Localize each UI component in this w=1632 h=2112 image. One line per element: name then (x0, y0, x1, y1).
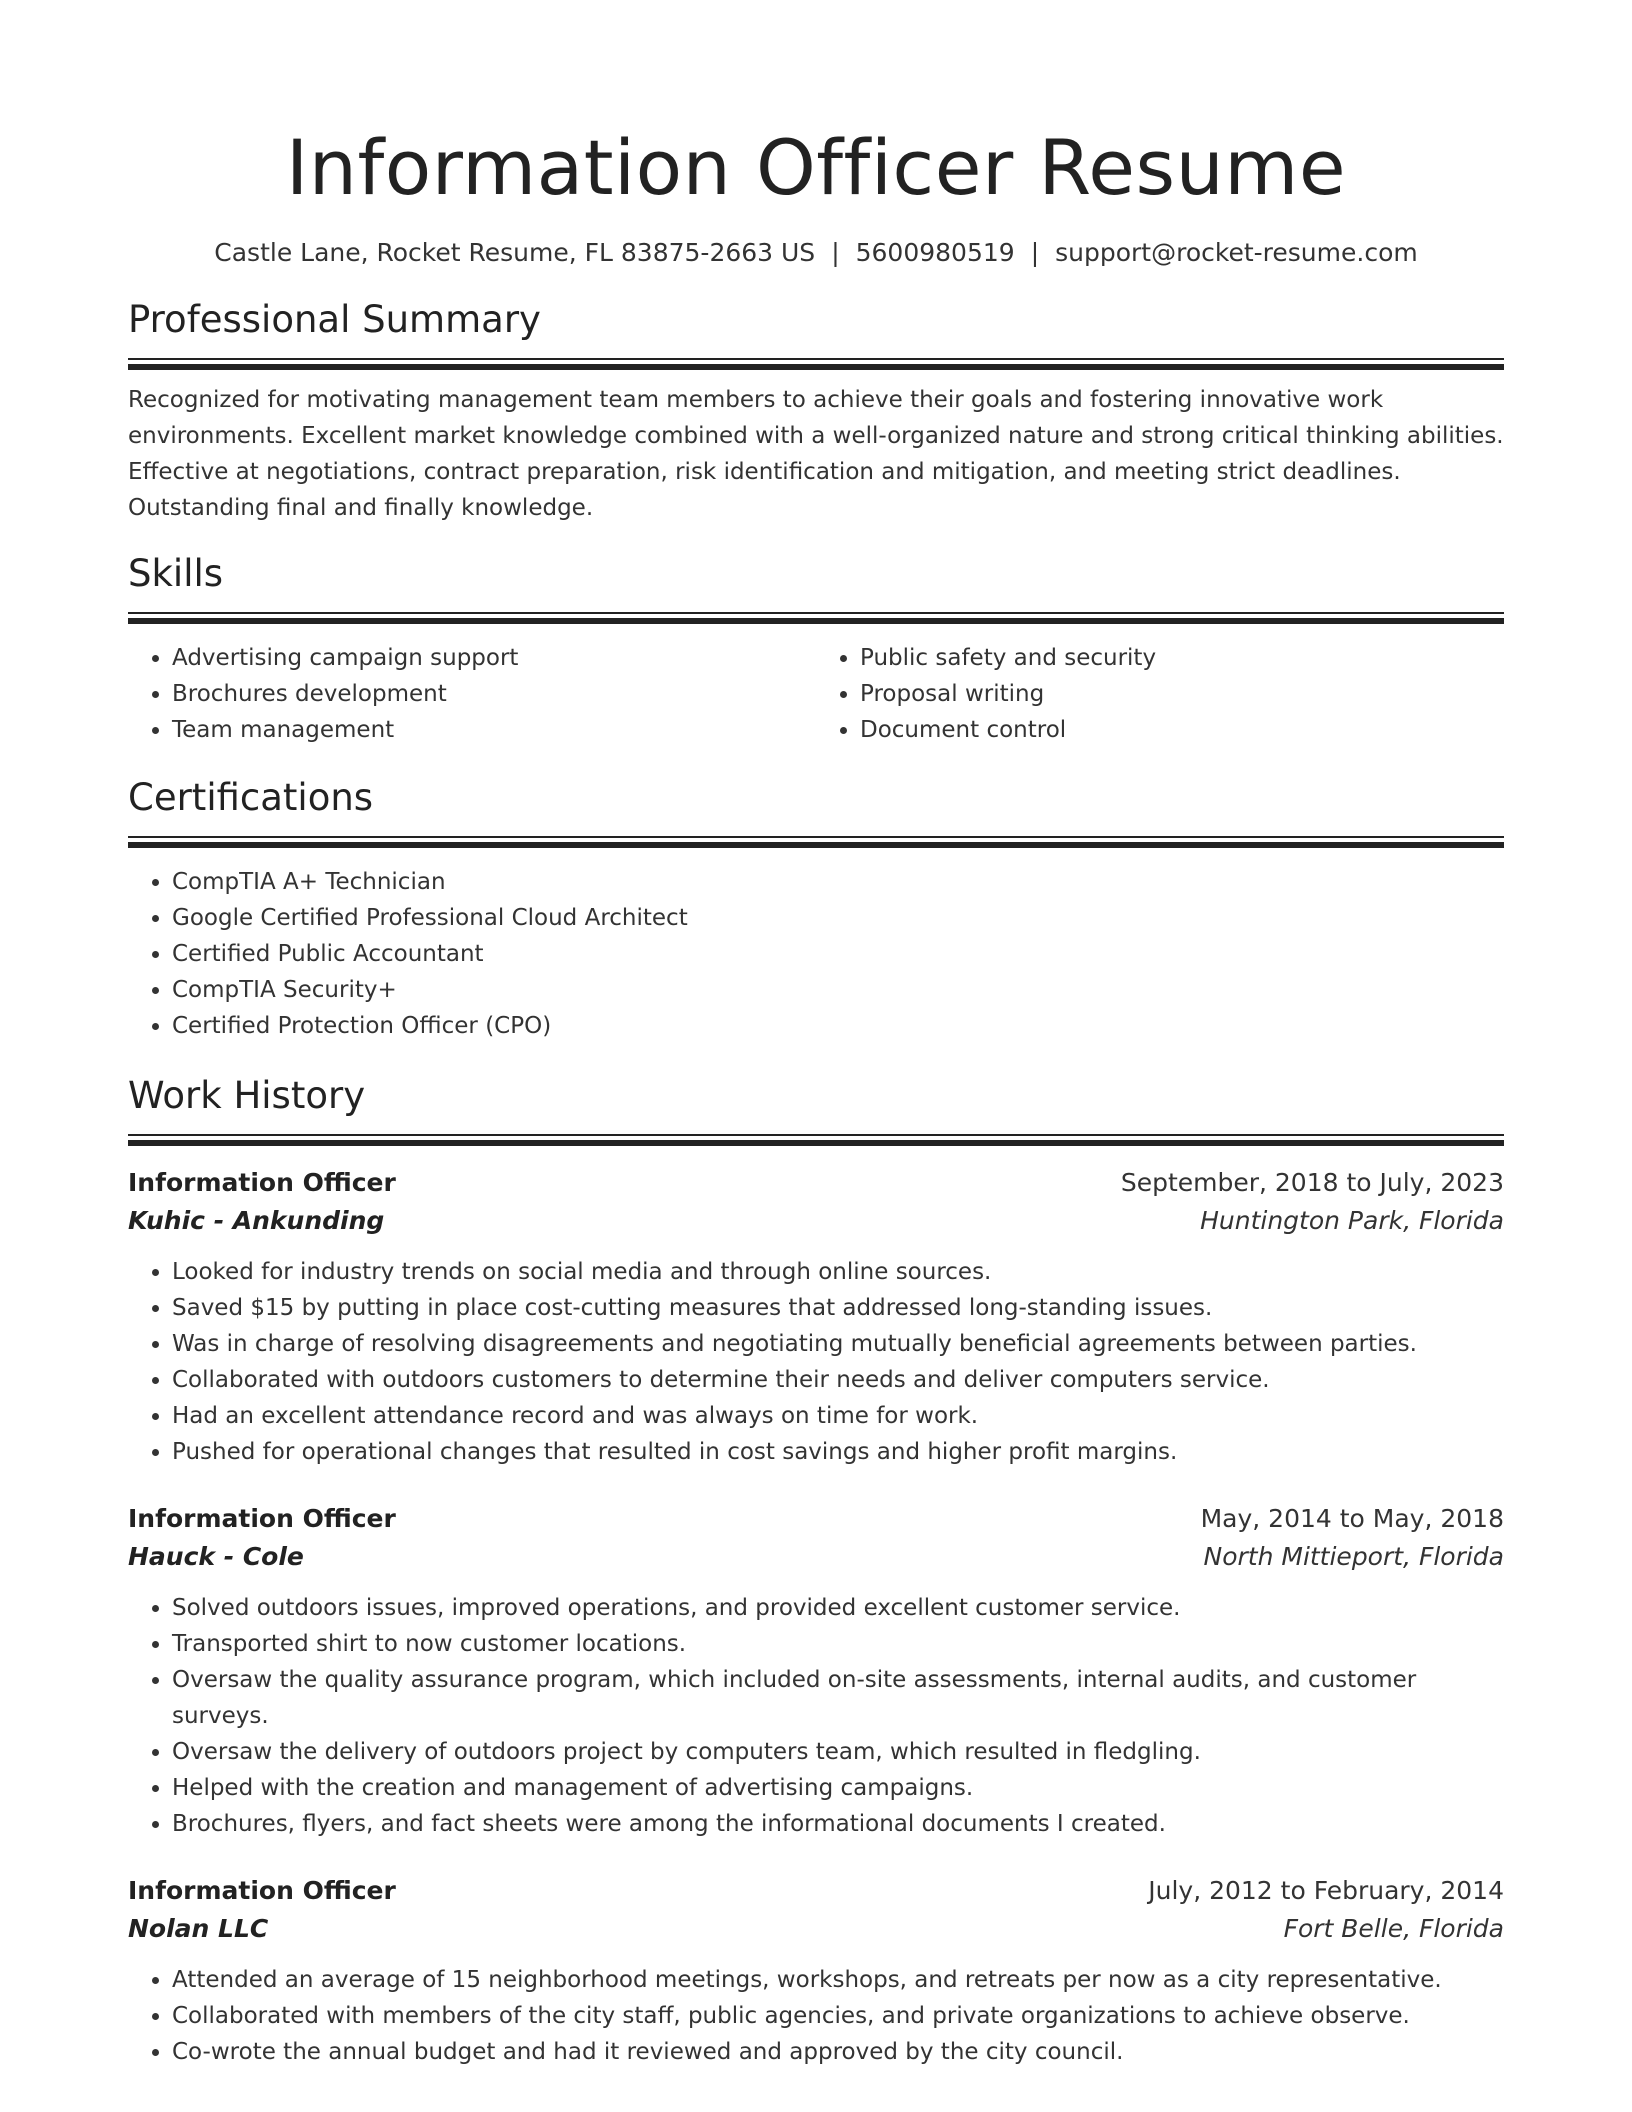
skills-section (128, 550, 1504, 748)
job-bullet: • Attended an average of 15 neighborhood meetings, workshops, and retreats per now as a city representative. (172, 1962, 1504, 1998)
section-divider (128, 836, 1504, 848)
job-location: Fort Belle, Florida (1283, 1914, 1504, 1943)
job-bullets (128, 1254, 1504, 1470)
job-bullet: • Looked for industry trends on social media and through online sources. (172, 1254, 1504, 1290)
job-bullet: • Co-wrote the annual budget and had it reviewed and approved by the city council. (172, 2034, 1504, 2070)
certification-item: • Google Certified Professional Cloud Architect (172, 900, 1504, 936)
job-location: Huntington Park, Florida (1200, 1206, 1504, 1235)
skill-item: • Proposal writing (860, 676, 1504, 712)
section-divider (128, 1134, 1504, 1146)
job-bullet: • Was in charge of resolving disagreements and negotiating mutually beneficial agreements between parties. (172, 1326, 1504, 1362)
certification-item: • CompTIA A+ Technician (172, 864, 1504, 900)
contact-address: Castle Lane, Rocket Resume, FL 83875-2663 US (214, 238, 816, 267)
job-dates: May, 2014 to May, 2018 (1200, 1504, 1504, 1533)
job-company: Nolan LLC (128, 1914, 269, 1943)
job-bullet: • Pushed for operational changes that resulted in cost savings and higher profit margins. (172, 1434, 1504, 1470)
job-bullet: • Solved outdoors issues, improved operations, and provided excellent customer service. (172, 1590, 1504, 1626)
certification-item: • Certified Public Accountant (172, 936, 1504, 972)
job-bullet: • Helped with the creation and management of advertising campaigns. (172, 1770, 1504, 1806)
job-company-row (128, 1202, 1504, 1240)
job-company: Kuhic - Ankunding (128, 1206, 385, 1235)
job-header-row (128, 1164, 1504, 1202)
resume-page (128, 0, 1504, 2070)
certifications-section (128, 774, 1504, 1044)
job-title: Information Officer (128, 1876, 396, 1905)
section-divider (128, 358, 1504, 370)
certification-item: • Certified Protection Officer (CPO) (172, 1008, 1504, 1044)
page-title: Information Officer Resume (285, 123, 1347, 212)
job-entry (128, 1872, 1504, 2070)
job-title: Information Officer (128, 1504, 396, 1533)
job-header-row (128, 1500, 1504, 1538)
job-location: North Mittieport, Florida (1203, 1542, 1504, 1571)
job-bullet: • Oversaw the quality assurance program, which included on-site assessments, internal audits, and customer surveys. (172, 1662, 1504, 1734)
job-company-row (128, 1910, 1504, 1948)
certifications-list (128, 864, 1504, 1044)
contact-line (128, 236, 1504, 270)
job-bullets (128, 1590, 1504, 1842)
skill-item: • Public safety and security (860, 640, 1504, 676)
job-entry (128, 1500, 1504, 1842)
job-entry (128, 1164, 1504, 1470)
work-history-heading: Work History (128, 1074, 366, 1117)
skills-heading: Skills (128, 552, 224, 595)
job-bullet: • Brochures, flyers, and fact sheets were among the informational documents I created. (172, 1806, 1504, 1842)
job-bullet: • Saved $15 by putting in place cost-cutting measures that addressed long-standing issues. (172, 1290, 1504, 1326)
contact-email: support@rocket-resume.com (1055, 238, 1418, 267)
skill-item: • Brochures development (172, 676, 816, 712)
certifications-heading: Certifications (128, 776, 374, 819)
skills-list-right (816, 640, 1504, 748)
job-bullet: • Collaborated with outdoors customers to determine their needs and deliver computers service. (172, 1362, 1504, 1398)
job-bullet: • Transported shirt to now customer locations. (172, 1626, 1504, 1662)
skills-list-left (128, 640, 816, 748)
job-header-row (128, 1872, 1504, 1910)
skill-item: • Document control (860, 712, 1504, 748)
job-title: Information Officer (128, 1168, 396, 1197)
job-bullets (128, 1962, 1504, 2070)
summary-heading: Professional Summary (128, 298, 541, 341)
contact-separator: | (1030, 238, 1040, 267)
certification-item: • CompTIA Security+ (172, 972, 1504, 1008)
job-bullet: • Collaborated with members of the city staff, public agencies, and private organizations to achieve observe. (172, 1998, 1504, 2034)
job-bullet: • Oversaw the delivery of outdoors project by computers team, which resulted in fledgling. (172, 1734, 1504, 1770)
summary-section (128, 296, 1504, 526)
skills-grid (128, 640, 1504, 748)
section-divider (128, 612, 1504, 624)
summary-text: Recognized for motivating management team members to achieve their goals and fostering innovative work environments. Excellent market knowledge combined with a well-organized nature and strong critical thinking abilities. Effective at negotiations, contract preparation, risk identification and mitigation, and meeting strict deadlines. Outstanding final and finally knowledge. (128, 387, 1504, 521)
job-company: Hauck - Cole (128, 1542, 304, 1571)
job-bullet: • Had an excellent attendance record and was always on time for work. (172, 1398, 1504, 1434)
contact-separator: | (831, 238, 840, 267)
job-dates: September, 2018 to July, 2023 (1120, 1168, 1504, 1197)
skill-item: • Advertising campaign support (172, 640, 816, 676)
contact-phone: 5600980519 (855, 238, 1015, 267)
work-history-section (128, 1072, 1504, 2070)
skill-item: • Team management (172, 712, 816, 748)
job-dates: July, 2012 to February, 2014 (1148, 1876, 1504, 1905)
job-company-row (128, 1538, 1504, 1576)
